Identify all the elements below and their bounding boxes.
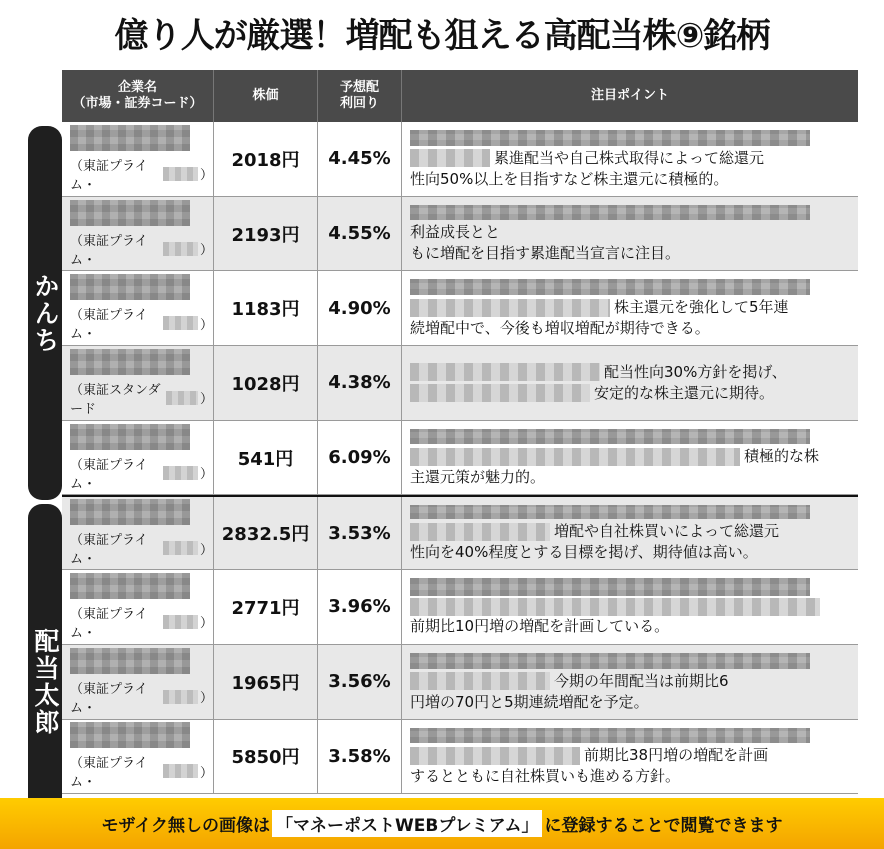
point-line: [410, 745, 768, 766]
market-code: [70, 603, 213, 641]
market-label: （東証プライム・: [70, 158, 148, 193]
market-label: （東証プライム・: [70, 533, 148, 568]
mosaic-stock-code: [163, 466, 198, 480]
header-yield: [318, 70, 402, 122]
price-cell: 2771円: [214, 570, 318, 644]
market-close: ）: [199, 616, 213, 632]
price-cell: 2018円: [214, 122, 318, 196]
market-label: （東証プライム・: [70, 606, 148, 641]
point-text-2: 安定的な株主還元に期待。: [594, 383, 775, 402]
mosaic-text: [410, 505, 810, 519]
point-text-2: 円増の70円と5期連続増配を予定。: [410, 692, 649, 711]
mosaic-text: [410, 672, 550, 690]
table-row: [62, 122, 858, 197]
market-label: （東証プライム・: [70, 681, 148, 716]
footer-text-after: に登録することで閲覧できます: [544, 816, 783, 836]
header-company-line2: （市場・証券コード）: [72, 96, 203, 111]
points-cell: [402, 346, 858, 420]
points-cell: [402, 122, 858, 196]
market-label: （東証プライム・: [70, 308, 148, 343]
point-text-1: 累進配当や自己株式取得によって総還元: [494, 148, 765, 167]
mosaic-stock-code: [163, 541, 198, 555]
market-close: ）: [199, 467, 213, 483]
yield-cell: 3.96%: [318, 570, 402, 644]
mosaic-text: [410, 205, 810, 221]
company-cell: [62, 271, 214, 345]
market-close: ）: [199, 317, 213, 333]
mosaic-text: [410, 384, 590, 402]
company-cell: [62, 346, 214, 420]
table-header: [62, 70, 858, 122]
mosaic-company-name: [70, 573, 190, 599]
price-cell: 1965円: [214, 645, 318, 719]
market-code: [70, 155, 213, 193]
point-line: [410, 692, 649, 713]
header-points: 注目ポイント: [590, 88, 669, 103]
market-code: [70, 529, 213, 567]
yield-cell: 3.58%: [318, 720, 402, 794]
table-row: [62, 271, 858, 346]
company-cell: [62, 497, 214, 569]
company-cell: [62, 122, 214, 196]
yield-cell: 3.56%: [318, 645, 402, 719]
mosaic-text: [410, 448, 740, 466]
points-cell: [402, 421, 858, 495]
company-cell: [62, 645, 214, 719]
point-line: [410, 222, 500, 243]
market-label: （東証スタンダード: [70, 382, 161, 417]
mosaic-company-name: [70, 722, 190, 748]
group-label-haitou-taro: 配当太郎: [28, 504, 62, 849]
market-close: ）: [199, 765, 213, 781]
mosaic-text: [410, 130, 810, 146]
mosaic-stock-code: [163, 615, 198, 629]
point-text-1: 利益成長とと: [410, 223, 501, 242]
point-text-1: 配当性向30%方針を掲げ、: [604, 362, 787, 381]
mosaic-text: [410, 429, 810, 445]
price-cell: 2832.5円: [214, 497, 318, 569]
point-text-1: 前期比38円増の増配を計画: [584, 746, 769, 765]
mosaic-text: [410, 299, 610, 317]
footer-text-before: モザイク無しの画像は: [101, 816, 271, 836]
point-line: [410, 521, 779, 542]
yield-cell: 4.90%: [318, 271, 402, 345]
market-close: ）: [199, 392, 213, 408]
mosaic-company-name: [70, 200, 190, 226]
market-code: [70, 379, 213, 417]
yield-cell: 3.53%: [318, 497, 402, 569]
market-label: （東証プライム・: [70, 756, 148, 791]
market-code: [70, 752, 213, 790]
mosaic-company-name: [70, 424, 190, 450]
market-code: [70, 304, 213, 342]
mosaic-text: [410, 598, 820, 616]
point-text-2: 性向を40%程度とする目標を掲げ、期待値は高い。: [410, 543, 758, 562]
mosaic-company-name: [70, 125, 190, 151]
company-cell: [62, 720, 214, 794]
table-row: [62, 197, 858, 272]
point-text-2: 主還元策が魅力的。: [410, 468, 546, 487]
price-cell: 541円: [214, 421, 318, 495]
mosaic-text: [410, 363, 600, 381]
price-cell: 1183円: [214, 271, 318, 345]
market-label: （東証プライム・: [70, 233, 148, 268]
point-line: [410, 467, 545, 488]
point-line: [410, 318, 710, 339]
market-code: [70, 678, 213, 716]
mosaic-text: [410, 279, 810, 295]
points-cell: [402, 271, 858, 345]
footer-banner[interactable]: [0, 798, 884, 849]
footer-highlight: 「マネーポストWEBプレミアム」: [272, 810, 542, 837]
point-text-1: 増配や自社株買いによって総還元: [554, 522, 780, 541]
market-label: （東証プライム・: [70, 457, 148, 492]
point-line: [410, 383, 774, 404]
table-body: [62, 122, 858, 794]
point-line: [410, 542, 758, 563]
mosaic-company-name: [70, 499, 190, 525]
point-line: [410, 671, 729, 692]
point-text-2: 性向50%以上を目指すなど株主還元に積極的。: [410, 169, 729, 188]
group-label-kanchi: かんち: [28, 126, 62, 500]
mosaic-text: [410, 728, 810, 744]
point-text-2: 前期比10円増の増配を計画している。: [410, 617, 670, 636]
point-text-1: 今期の年間配当は前期比6: [554, 671, 729, 690]
market-code: [70, 230, 213, 268]
table-row: [62, 421, 858, 496]
market-close: ）: [199, 243, 213, 259]
mosaic-company-name: [70, 349, 190, 375]
point-line: [410, 616, 669, 637]
company-cell: [62, 197, 214, 271]
table-row: [62, 346, 858, 421]
yield-cell: 4.38%: [318, 346, 402, 420]
points-cell: [402, 720, 858, 794]
point-text-2: するとともに自社株買いも進める方針。: [410, 767, 681, 786]
point-text-1: 積極的な株: [744, 447, 820, 466]
point-line: [410, 243, 680, 264]
points-cell: [402, 497, 858, 569]
price-cell: 1028円: [214, 346, 318, 420]
mosaic-stock-code: [163, 764, 198, 778]
company-cell: [62, 421, 214, 495]
market-close: ）: [199, 542, 213, 558]
market-close: ）: [199, 691, 213, 707]
header-price: 株価: [214, 70, 318, 122]
point-line: [410, 297, 789, 318]
mosaic-text: [410, 149, 490, 167]
price-cell: 2193円: [214, 197, 318, 271]
header-company: [62, 70, 214, 122]
point-text-2: もに増配を目指す累進配当宣言に注目。: [410, 244, 681, 263]
points-cell: [402, 570, 858, 644]
yield-cell: 4.55%: [318, 197, 402, 271]
point-text-1: 株主還元を強化して5年連: [614, 298, 789, 317]
yield-cell: 6.09%: [318, 421, 402, 495]
market-close: ）: [199, 168, 213, 184]
mosaic-stock-code: [163, 242, 198, 256]
mosaic-text: [410, 653, 810, 669]
mosaic-company-name: [70, 274, 190, 300]
table-row: [62, 720, 858, 795]
header-yield-line1: 予想配: [339, 80, 379, 95]
header-company-line1: 企業名: [117, 80, 157, 95]
points-cell: [402, 197, 858, 271]
mosaic-stock-code: [163, 316, 198, 330]
header-yield-line2: 利回り: [339, 96, 379, 111]
mosaic-text: [410, 578, 810, 596]
page-title: 億り人が厳選！増配も狙える高配当株⑨銘柄: [114, 15, 770, 56]
mosaic-text: [410, 747, 580, 765]
point-line: [410, 598, 824, 616]
point-line: [410, 446, 819, 467]
price-cell: 5850円: [214, 720, 318, 794]
point-text-2: 続増配中で、今後も増収増配が期待できる。: [410, 319, 710, 338]
mosaic-company-name: [70, 648, 190, 674]
points-cell: [402, 645, 858, 719]
point-line: [410, 362, 787, 383]
yield-cell: 4.45%: [318, 122, 402, 196]
point-line: [410, 169, 728, 190]
mosaic-stock-code: [163, 167, 198, 181]
point-line: [410, 766, 680, 787]
market-code: [70, 454, 213, 492]
point-line: [410, 148, 764, 169]
mosaic-stock-code: [166, 391, 198, 405]
mosaic-text: [410, 523, 550, 541]
table-row: [62, 495, 858, 570]
table-row: [62, 570, 858, 645]
company-cell: [62, 570, 214, 644]
mosaic-stock-code: [163, 690, 198, 704]
table-row: [62, 645, 858, 720]
